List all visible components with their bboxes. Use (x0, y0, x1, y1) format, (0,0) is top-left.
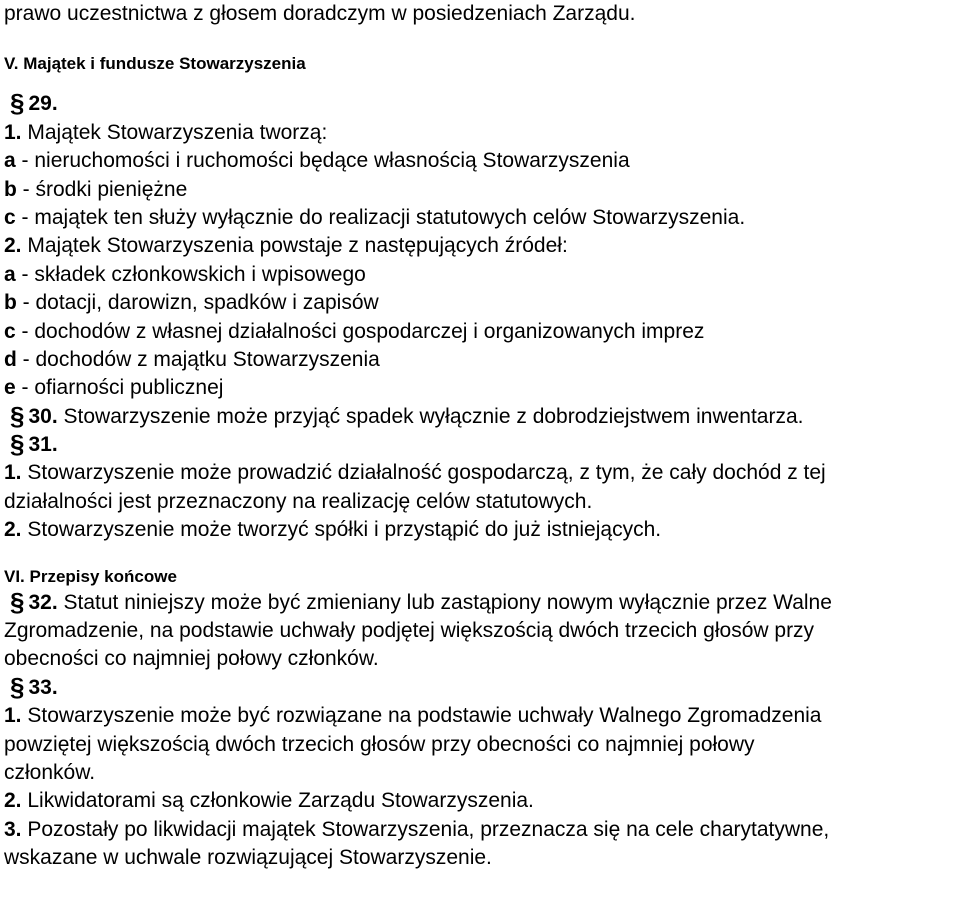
list-item: b - dotacji, darowizn, spadków i zapisów (4, 291, 379, 315)
text-line: działalności jest przeznaczony na realizację celów statutowych. (4, 489, 593, 513)
text-line: 3. Pozostały po likwidacji majątek Stowarzyszenia, przeznacza się na cele charytatywne, (4, 817, 830, 841)
list-item: c - dochodów z własnej działalności gospodarczej i organizowanych imprez (4, 319, 705, 343)
section-sign: § (10, 429, 25, 460)
text-line: powziętej większością dwóch trzecich głosów przy obecności co najmniej połowy (4, 732, 755, 756)
list-item: d - dochodów z majątku Stowarzyszenia (4, 347, 380, 371)
text-line: 2. Majątek Stowarzyszenia powstaje z następujących źródeł: (4, 234, 568, 258)
text-line: obecności co najmniej połowy członków. (4, 647, 379, 671)
chapter-heading-v: V. Majątek i fundusze Stowarzyszenia (4, 54, 306, 74)
paragraph-29-heading: § 29. (10, 88, 58, 119)
text-line: członków. (4, 760, 96, 784)
document-page (4, 0, 956, 873)
text-line: Zgromadzenie, na podstawie uchwały podjętej większością dwóch trzecich głosów przy (4, 619, 815, 643)
list-item: a - nieruchomości i ruchomości będące własnością Stowarzyszenia (4, 149, 630, 173)
section-sign: § (10, 400, 25, 431)
text-line: 1. Stowarzyszenie może być rozwiązane na podstawie uchwały Walnego Zgromadzenia (4, 704, 822, 728)
list-item: c - majątek ten służy wyłącznie do realizacji statutowych celów Stowarzyszenia. (4, 205, 746, 229)
list-item: a - składek członkowskich i wpisowego (4, 262, 366, 286)
paragraph-30: § 30. Stowarzyszenie może przyjąć spadek wyłącznie z dobrodziejstwem inwentarza. (10, 400, 804, 431)
text-line: wskazane w uchwale rozwiązującej Stowarzyszenie. (4, 846, 492, 870)
section-sign: § (10, 88, 25, 119)
chapter-heading-vi: VI. Przepisy końcowe (4, 566, 177, 586)
section-sign: § (10, 671, 25, 702)
paragraph-33-heading: § 33. (10, 671, 58, 702)
paragraph-31-heading: § 31. (10, 429, 58, 460)
section-sign: § (10, 586, 25, 617)
text-line: 2. Stowarzyszenie może tworzyć spółki i przystąpić do już istniejących. (4, 518, 662, 542)
text-line: 1. Majątek Stowarzyszenia tworzą: (4, 120, 328, 144)
text-line: 2. Likwidatorami są członkowie Zarządu Stowarzyszenia. (4, 789, 534, 813)
list-item: e - ofiarności publicznej (4, 376, 224, 400)
text-line: prawo uczestnictwa z głosem doradczym w posiedzeniach Zarządu. (4, 2, 636, 25)
paragraph-32: § 32. Statut niniejszy może być zmieniany lub zastąpiony nowym wyłącznie przez Walne (10, 586, 832, 617)
text-line: 1. Stowarzyszenie może prowadzić działalność gospodarczą, z tym, że cały dochód z tej (4, 461, 826, 485)
list-item: b - środki pieniężne (4, 177, 188, 201)
